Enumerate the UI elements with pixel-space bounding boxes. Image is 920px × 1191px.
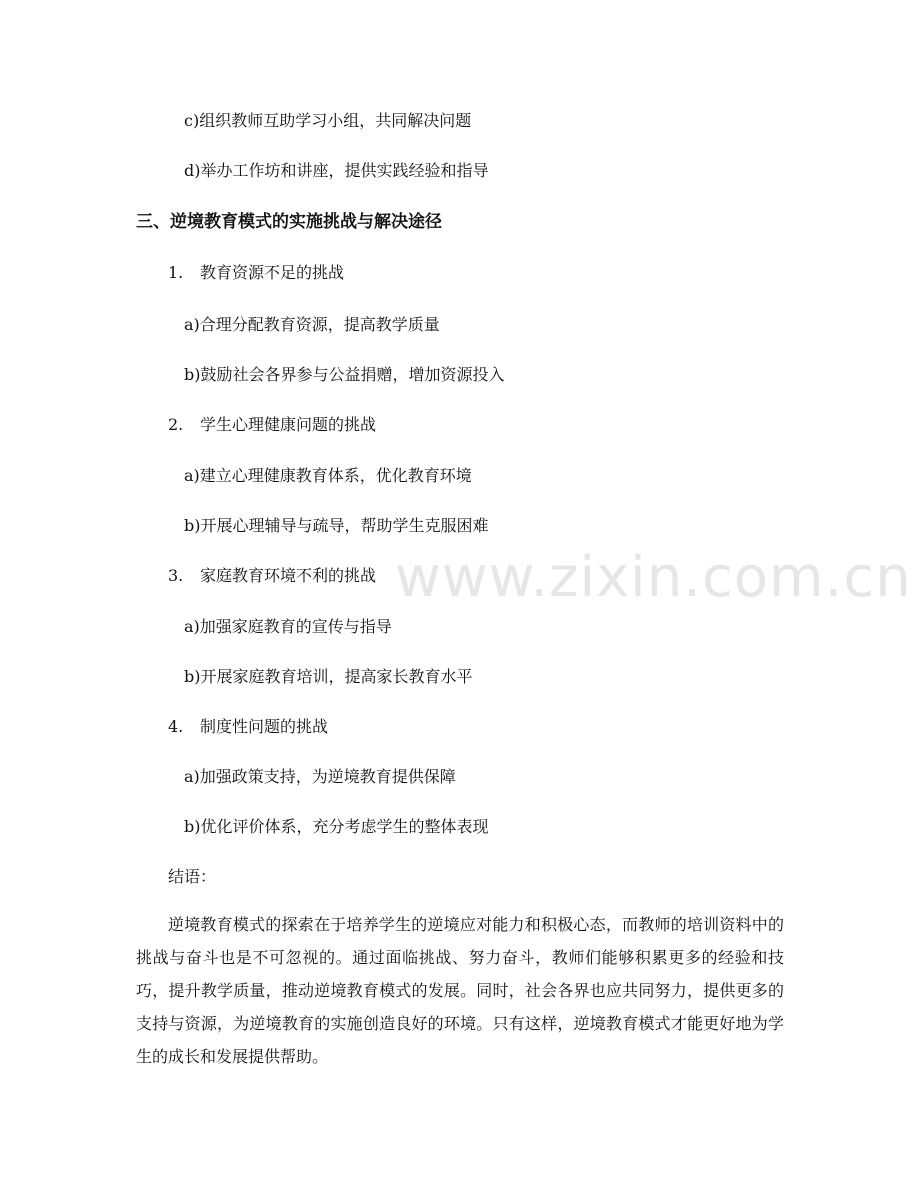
list-item: a)加强家庭教育的宣传与指导 <box>184 617 392 636</box>
challenge-number: 2. <box>168 415 184 434</box>
challenge-title: 教育资源不足的挑战 <box>200 263 345 282</box>
challenge-title: 制度性问题的挑战 <box>200 717 329 736</box>
challenge-number: 4. <box>168 717 184 736</box>
list-item-d: d)举办工作坊和讲座，提供实践经验和指导 <box>184 161 489 180</box>
conclusion-label: 结语： <box>168 867 217 886</box>
list-item: a)建立心理健康教育体系，优化教育环境 <box>184 466 472 485</box>
challenge-title: 学生心理健康问题的挑战 <box>200 415 377 434</box>
challenge-number: 1. <box>168 263 184 282</box>
challenge-title: 家庭教育环境不利的挑战 <box>200 566 377 585</box>
list-item: a)合理分配教育资源，提高教学质量 <box>184 315 440 334</box>
list-item: b)开展家庭教育培训，提高家长教育水平 <box>184 667 473 686</box>
list-item: a)加强政策支持，为逆境教育提供保障 <box>184 767 456 786</box>
conclusion-paragraph: 逆境教育模式的探索在于培养学生的逆境应对能力和积极心态，而教师的培训资料中的挑战与奋斗也是不可忽视的。通过面临挑战、努力奋斗，教师们能够积累更多的经验和技巧，提升教学质量，推动逆境教育模式的发展。同时，社会各界也应共同努力，提供更多的支持与资源，为逆境教育的实施创造良好的环境。只有这样，逆境教育模式才能更好地为学生的成长和发展提供帮助。 <box>136 915 784 1066</box>
challenge-number: 3. <box>168 566 184 585</box>
watermark: www.zixin.com.cn <box>395 545 912 610</box>
list-item: b)优化评价体系，充分考虑学生的整体表现 <box>184 817 489 836</box>
section-heading: 三、逆境教育模式的实施挑战与解决途径 <box>136 212 442 232</box>
list-item: b)开展心理辅导与疏导，帮助学生克服困难 <box>184 516 489 535</box>
list-item: b)鼓励社会各界参与公益捐赠，增加资源投入 <box>184 365 505 384</box>
list-item-c: c)组织教师互助学习小组，共同解决问题 <box>184 111 472 130</box>
